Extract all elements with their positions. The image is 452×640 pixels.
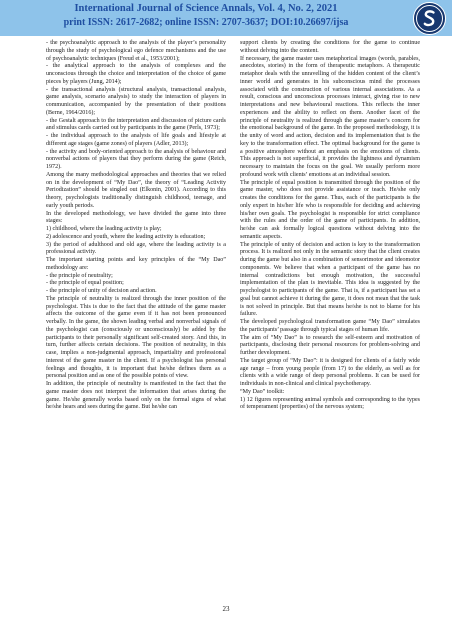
paragraph: - the individual approach to the analysis of life goals and lifestyle at different age stages (game zones) of players (Adler, 2013); xyxy=(46,133,226,147)
paragraph: In the developed methodology, we have divided the game into three stages: xyxy=(46,210,226,225)
paragraph: - the transactional analysis (structural analysis, transactional analysis, game analysis, scenario analysis) to study the interaction of players in communication, accompanied by the presentation of their positions (Berne, 1964/2016); xyxy=(46,86,226,116)
paragraph: The important starting points and key principles of the “My Dao” methodology are: xyxy=(46,257,226,271)
paragraph: The principle of equal position is transmitted through the position of the game master, who does not provide assistance or teach. He/she only creates the conditions for the game. Thus, each of the participants is the only expert in his/her life who is responsible for deciding and achieving his/her own goals. The psychologist is responsible for strict compliance with the rules and the order of the game of participants. In addition, he/she can ask formally logical questions without delving into the semantic aspects. xyxy=(240,179,420,240)
paragraph: - the Gestalt approach to the interpretation and discussion of picture cards and stimulus cards carried out by participants in the game (Perls, 1973); xyxy=(46,117,226,132)
paragraph: support clients by creating the conditions for the game to continue without delving into the content. xyxy=(240,40,420,54)
paragraph: - the principle of neutrality; xyxy=(46,272,113,279)
paragraph: 1) 12 figures representing animal symbols and corresponding to the types of temperament (properties) of the nervous system; xyxy=(240,396,420,411)
paragraph: - the principle of equal position; xyxy=(46,280,124,287)
paragraph: If necessary, the game master uses metaphorical images (words, parables, anecdotes, stories) in the form of therapeutic metaphors. A therapeutic metaphor deals with the unravelling of the hidden content of the client’s inner world and generates in his subconscious mind the processes associated with the construction of various internal associations. As a result, conscious and unconscious processes interact, giving rise to new interpretations and new behavioural reactions. This reflects the inner experiences and the ability to reflect on them. Another facet of the principle of neutrality is realized through the game master’s concern for the emotional background of the game. In the proposed methodology, it is the unity of word and action, decision and its implementation that is the key to the transformation effect. The optimal background for the game is a positive atmosphere without an emphasis on the emotions of clients. This approach is not superficial, it provides the lightness and dynamism necessary to maintain the focus on the goal. We usually perform more profound work with clients’ emotions at an individual session. xyxy=(240,55,420,178)
paragraph: 3) the period of adulthood and old age, where the leading activity is a professional activity. xyxy=(46,241,226,256)
paragraph: 2) adolescence and youth, where the leading activity is education; xyxy=(46,233,206,240)
paragraph: 1) childhood, where the leading activity is play; xyxy=(46,226,162,232)
paragraph: The principle of neutrality is realized through the inner position of the psychologist. This is due to the fact that the attitude of the game master affects the outcome of the game even if it has not been pronounced verbally. In the game, the shown leading verbal and nonverbal signals of the psychologist can (consciously or unconsciously) be added by the participants to their personally significant self-created story. And this, in turn, further affects certain decisions. The position of neutrality, in this case, implies a non-judgmental approach, impartiality and professional interest of the game master in the client. If a psychologist has personal feelings and thoughts, it is important that he/she defines them as a personal position and as one of the possible points of view. xyxy=(46,295,226,380)
paragraph: The developed psychological transformation game “My Dao” simulates the participants’ passage through typical stages of human life. xyxy=(240,319,420,333)
paragraph: - the principle of unity of decision and action. xyxy=(46,288,157,294)
paragraph: The aim of “My Dao” is to research the self-esteem and motivation of participants, disclosing their personal resources for problem-solving and further development. xyxy=(240,334,420,356)
journal-header xyxy=(0,0,452,36)
journal-title: International Journal of Science Annals, Vol. 4, No. 2, 2021 xyxy=(74,3,338,14)
journal-logo-icon xyxy=(413,2,446,35)
paragraph: - the psychoanalytic approach to the analysis of the player’s personality through the study of psychological ego defence mechanisms and the use of psychoanalytic techniques (Freud et al., 1953/2001); xyxy=(46,40,226,62)
left-column xyxy=(46,40,226,412)
paragraph: The target group of “My Dao”: it is designed for clients of a fairly wide age range – from young people (from 17) to the elderly, as well as for clients with a wide range of deep personal problems. It can be used for individuals in non-clinical and clinical psychotherapy. xyxy=(240,357,420,387)
paragraph: - the activity and body-oriented approach to the analysis of behaviour and nonverbal actions of players that they perform during the game (Reich, 1972). xyxy=(46,148,226,170)
right-column xyxy=(240,40,420,412)
page-number: 23 xyxy=(222,605,230,613)
paragraph: - the analytical approach to the analysis of complexes and the unconscious through the choice and interpretation of the choice of game pieces by players (Jung, 2014); xyxy=(46,63,226,85)
issn-line: print ISSN: 2617-2682; online ISSN: 2707-3637; DOI:10.26697/ijsa xyxy=(63,17,349,28)
paragraph: The principle of unity of decision and action is key to the transformation process. It is realized not only in the semantic story that the client creates during the game but also in a combination of sensorimotor and ideomotor components. We believe that when a participant of the game has no internal contradictions but enough motivation, the successful implementation of the plan is inevitable. This idea is suggested by the psychologist to participants of the game. That is, if a participant has set a goal but cannot achieve it during the game, it does not mean that the task is not solved in principle. But that means he/she is not to blame for his failure. xyxy=(240,241,420,318)
paragraph: In addition, the principle of neutrality is manifested in the fact that the game master does not interpret the information that arises during the game. He/she generally works based only on the formal signs of what he/she hears and sees during the game. But he/she can xyxy=(46,381,226,411)
paragraph: Among the many methodological approaches and theories that we relied on in the development of “My Dao”, the theory of “Leading Activity Periodization” should be singled out (Elkonin, 2001). According to this theory, psychologists traditionally distinguish childhood, teenage, and early youth periods. xyxy=(46,171,226,209)
paragraph: “My Dao” toolkit: xyxy=(240,388,285,395)
